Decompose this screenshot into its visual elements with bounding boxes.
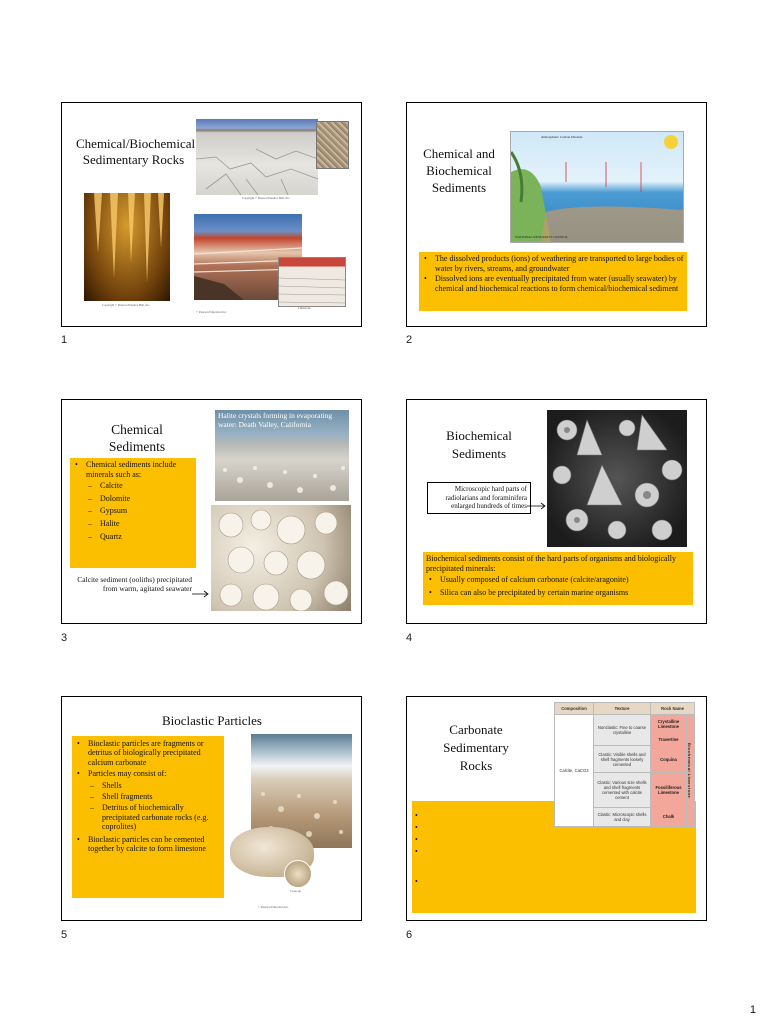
bullet-item: • Bioclastic particles can be cemented together by calcite to form limestone (74, 835, 222, 854)
composition-cell: Calcite, CaCO3 (555, 714, 594, 826)
bullet-item: • Bioclastic particles are fragments or detritus of biologically precipitated calcium carbonate (74, 739, 222, 767)
bullet-item: • Dissolved ions are eventually precipitated from water (usually seawater) by chemical and biochemical reactions to form chemical/biochemical sediment (421, 274, 685, 293)
arrow-icon (192, 590, 210, 598)
slide-title: Carbonate Sedimentary Rocks (443, 722, 509, 773)
empty-bullet: • (415, 835, 418, 844)
slide-number: 1 (61, 334, 68, 346)
table-header: Composition (555, 703, 594, 715)
empty-bullet: • (415, 847, 418, 856)
inset-texture-photo (316, 121, 349, 169)
slide-title: Chemical/Biochemical Sedimentary Rocks (76, 136, 196, 167)
photo-credit: Copyright © Pearson Prentice Hall, Inc. (102, 303, 151, 307)
mineral-item: – Quartz (72, 532, 194, 542)
slide-number: 4 (406, 632, 413, 644)
bullet-box (70, 458, 196, 568)
salt-flat-photo (196, 119, 318, 195)
close-up-inset (284, 860, 312, 888)
oolite-note: Calcite sediment (ooliths) precipitated from warm, agitated seawater (77, 575, 192, 593)
slide-5 (61, 696, 362, 921)
slide-credit: © Pearson Education Inc. (258, 905, 289, 909)
empty-bullet: • (415, 811, 418, 820)
sub-item: – Shells (74, 781, 222, 790)
stalactite-photo (84, 193, 170, 301)
sub-item: – Shell fragments (74, 792, 222, 801)
slide-title: Chemical and Biochemical Sediments (423, 146, 495, 195)
slide-1 (61, 102, 362, 327)
photo-caption: Halite crystals forming in evaporating water: Death Valley, California (218, 411, 333, 429)
bullet-intro: • Chemical sediments include minerals such as: (72, 460, 194, 479)
diagram-label: Atmospheric Carbon Dioxide (541, 135, 583, 139)
mineral-item: – Gypsum (72, 506, 194, 516)
microfossil-callout: Microscopic hard parts of radiolarians and foraminifera enlarged hundreds of times (427, 482, 531, 514)
inset-label: Close-up (290, 889, 301, 893)
table-header: Rock Name (651, 703, 695, 715)
mineral-item: – Halite (72, 519, 194, 529)
bullet-box (419, 252, 687, 311)
mineral-item: – Dolomite (72, 494, 194, 504)
slide-number: 2 (406, 334, 413, 346)
oolite-photo (211, 505, 351, 611)
slide-2 (406, 102, 707, 327)
carbon-cycle-diagram (510, 131, 684, 243)
diagram-credit: NATIONAL RESEARCH COUNCIL (515, 235, 569, 239)
rock-name-cell: Chalk (651, 807, 687, 826)
side-label-cell (687, 714, 695, 826)
slide-title: Biochemical Sediments (446, 428, 512, 461)
empty-bullet: • (415, 823, 418, 832)
slide-4 (406, 399, 707, 624)
slide-number: 5 (61, 929, 68, 941)
slide-3 (61, 399, 362, 624)
page-number: 1 (749, 1004, 756, 1016)
bullet-box (72, 736, 224, 898)
rock-name-cell: Crystalline Limestone (651, 714, 687, 733)
slide-title: Chemical Sediments (108, 422, 166, 454)
carbonate-rocks-table (554, 702, 695, 827)
limestone-diagram (278, 257, 346, 307)
bullet-item: • Silica can also be precipitated by certain marine organisms (426, 588, 690, 598)
box-lead: Biochemical sediments consist of the hard parts of organisms and biologically precipitated minerals: (426, 554, 677, 573)
photo-credit: Copyright © Pearson Prentice Hall, Inc. (242, 196, 291, 200)
empty-bullet: • (415, 877, 418, 886)
texture-cell: Clastic: Various size shells and shell fragments cemented with calcite cement (594, 773, 651, 807)
slide-6 (406, 696, 707, 921)
slide-number: 3 (61, 632, 68, 644)
texture-cell: Nonclastic: Fine to coarse crystalline (594, 714, 651, 745)
table-header: Texture (594, 703, 651, 715)
carbonate-table-wrap (554, 702, 695, 827)
rock-name-cell: Travertine (651, 734, 687, 746)
texture-cell: Clastic: Microscopic shells and clay (594, 807, 651, 826)
slide-title: Bioclastic Particles (161, 713, 262, 728)
texture-cell: Clastic: Visible shells and shell fragments loosely cemented (594, 746, 651, 773)
slide-credit: © Pearson Education Inc. (196, 310, 227, 314)
microfossil-photo (547, 410, 687, 547)
sub-item: – Detritus of biochemically precipitated carbonate rocks (e.g. coprolites) (74, 803, 222, 831)
diagram-label: Limestone (298, 306, 311, 310)
side-label: Biochemical Limestone (687, 742, 692, 799)
bullet-item: • Particles may consist of: (74, 769, 222, 778)
bullet-box (423, 552, 693, 605)
bullet-item: • Usually composed of calcium carbonate (calcite/aragonite) (426, 575, 690, 585)
bullet-item: • The dissolved products (ions) of weathering are transported to large bodies of water by rivers, streams, and groundwater (421, 254, 685, 273)
arrow-icon (527, 502, 547, 510)
slide-number: 6 (406, 929, 413, 941)
mineral-item: – Calcite (72, 481, 194, 491)
rock-name-cell: Coquina (651, 746, 687, 773)
rock-name-cell: Fossiliferous Limestone (651, 773, 687, 807)
